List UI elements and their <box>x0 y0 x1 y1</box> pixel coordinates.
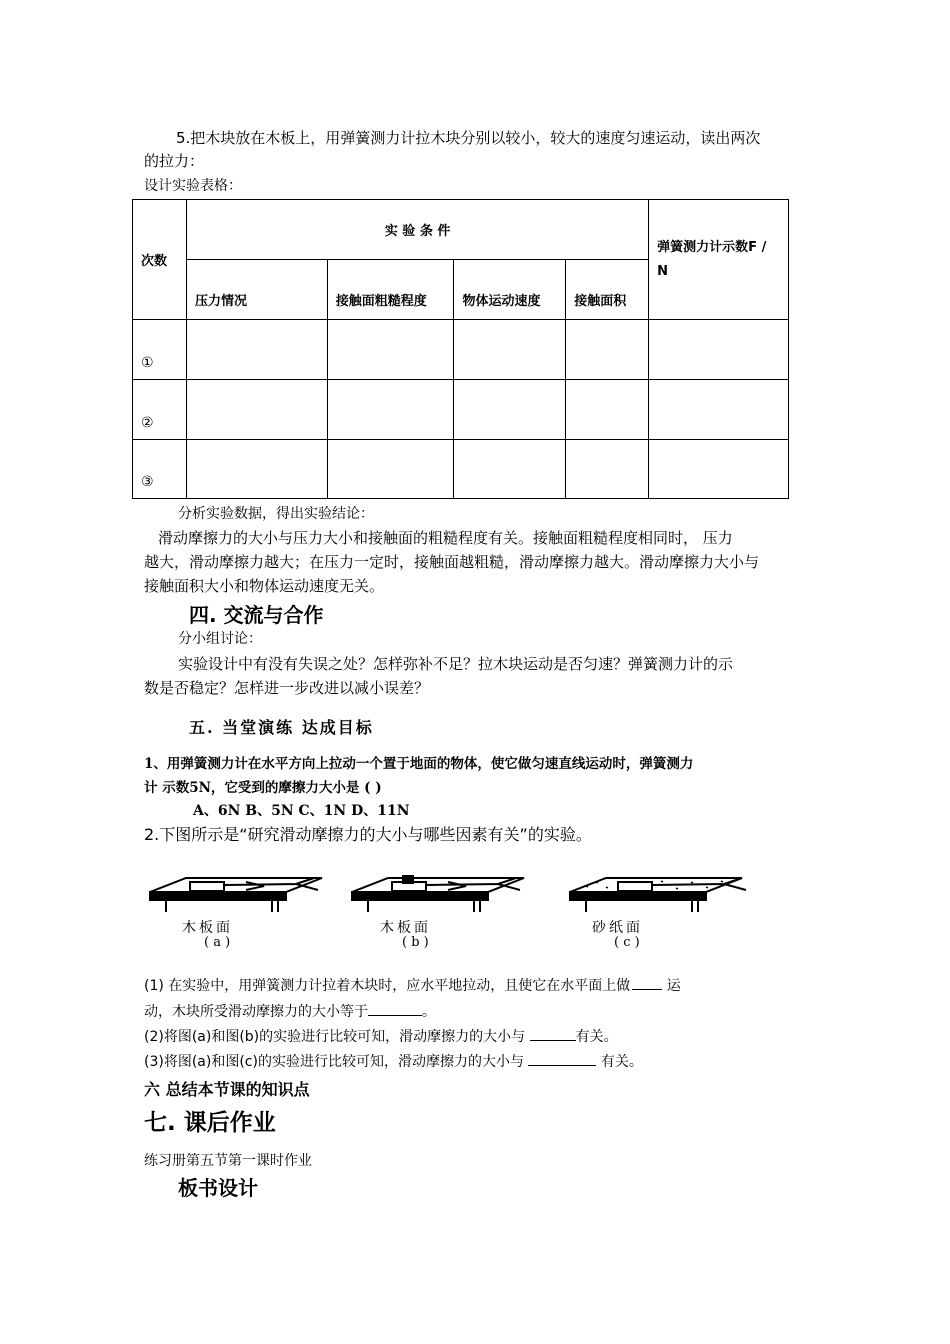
figure-c-drawing <box>570 878 746 912</box>
analysis-line1: 滑动摩擦力的大小与压力大小和接触面的粗糙程度有关。接触面粗糙程度相同时， 压力 <box>158 529 733 547</box>
section6-heading: 六 总结本节课的知识点 <box>144 1080 310 1099</box>
table-cell <box>649 380 789 440</box>
experiment-table <box>132 199 789 499</box>
table-cell <box>327 320 454 380</box>
section5-heading: 五. 当堂演练 达成目标 <box>189 718 374 737</box>
table-cell <box>566 320 649 380</box>
analysis-prompt: 分析实验数据，得出实验结论： <box>178 506 374 522</box>
table-cell <box>649 440 789 499</box>
table-cell <box>649 320 789 380</box>
table-cell <box>454 320 566 380</box>
subquestion-1-end: 。 <box>422 1004 436 1020</box>
section4-sub: 分小组讨论： <box>178 631 262 647</box>
figure-b-label: ( b ) <box>402 935 429 950</box>
figure-a-drawing <box>150 878 322 912</box>
subquestion-1-text: (1) 在实验中，用弹簧测力计拉着木块时，应水平地拉动，且使它在水平面上做 <box>144 978 631 994</box>
section4-heading: 四. 交流与合作 <box>189 603 324 627</box>
question1-options: A、6N B、5N C、1N D、11N <box>193 803 410 819</box>
subquestion-2-text: (2)将图(a)和图(b)的实验进行比较可知，滑动摩擦力的大小与 <box>144 1029 526 1045</box>
question1-line2: 计 示数5N，它受到的摩擦力大小是 ( ) <box>144 780 382 796</box>
table-cell <box>186 380 327 440</box>
figure-a-label: ( a ) <box>204 935 231 950</box>
table-caption: 设计实验表格： <box>144 178 242 194</box>
answer-blank-motion[interactable] <box>632 975 662 990</box>
friction-diagrams <box>146 872 766 962</box>
row-label-3: ③ <box>133 440 187 499</box>
subheader-pressure: 压力情况 <box>186 260 327 320</box>
figure-a-surface: 木板面 <box>182 920 233 936</box>
table-cell <box>186 440 327 499</box>
answer-blank-factor-c[interactable] <box>528 1051 596 1066</box>
row-label-2: ② <box>133 380 187 440</box>
subquestion-1-line1 <box>144 975 681 996</box>
question2-line: 2.下图所示是“研究滑动摩擦力的大小与哪些因素有关”的实验。 <box>144 825 592 844</box>
subquestion-2 <box>144 1026 618 1047</box>
table-cell <box>566 380 649 440</box>
section4-q1: 实验设计中有没有失误之处？怎样弥补不足？拉木块运动是否匀速？弹簧测力计的示 <box>178 655 734 673</box>
table-cell <box>327 440 454 499</box>
answer-blank-factor-b[interactable] <box>530 1026 576 1041</box>
figure-b-drawing <box>352 876 524 912</box>
figure-b-surface: 木板面 <box>380 920 431 936</box>
header-count: 次数 <box>133 200 187 320</box>
subquestion-1-tail: 运 <box>666 978 681 994</box>
figure-c-surface: 砂纸面 <box>592 920 643 936</box>
subquestion-2-tail: 有关。 <box>575 1029 618 1045</box>
section7-heading: 七. 课后作业 <box>144 1110 276 1136</box>
question1-line1: 1、用弹簧测力计在水平方向上拉动一个置于地面的物体，使它做匀速直线运动时，弹簧测力 <box>144 756 694 772</box>
table-cell <box>186 320 327 380</box>
answer-blank-equals[interactable] <box>368 1001 422 1016</box>
board-design-heading: 板书设计 <box>178 1176 258 1200</box>
subquestion-3 <box>144 1051 643 1072</box>
table-cell <box>327 380 454 440</box>
section4-q2: 数是否稳定？怎样进一步改进以减小误差？ <box>144 679 430 697</box>
analysis-line3: 接触面积大小和物体运动速度无关。 <box>144 577 385 595</box>
table-cell <box>454 440 566 499</box>
row-label-1: ① <box>133 320 187 380</box>
subheader-area: 接触面积 <box>566 260 649 320</box>
table-cell <box>454 380 566 440</box>
step5-line1: 5.把木块放在木板上，用弹簧测力计拉木块分别以较小，较大的速度匀速运动，读出两次 <box>176 129 761 147</box>
homework-text: 练习册第五节第一课时作业 <box>144 1153 312 1169</box>
header-conditions: 实 验 条 件 <box>186 200 648 260</box>
subquestion-3-tail: 有关。 <box>600 1054 643 1070</box>
subheader-speed: 物体运动速度 <box>454 260 566 320</box>
table-cell <box>566 440 649 499</box>
subquestion-1-line2 <box>144 1001 436 1022</box>
header-reading: 弹簧测力计示数F / N <box>649 200 789 320</box>
step5-line2: 的拉力： <box>144 152 205 170</box>
analysis-line2: 越大，滑动摩擦力越大；在压力一定时，接触面越粗糙，滑动摩擦力越大。滑动摩擦力大小与 <box>144 553 760 571</box>
subheader-roughness: 接触面粗糙程度 <box>327 260 454 320</box>
figure-c-label: ( c ) <box>614 935 640 950</box>
subquestion-3-text: (3)将图(a)和图(c)的实验进行比较可知，滑动摩擦力的大小与 <box>144 1054 524 1070</box>
subquestion-1-text2: 动，木块所受滑动摩擦力的大小等于 <box>144 1004 368 1020</box>
